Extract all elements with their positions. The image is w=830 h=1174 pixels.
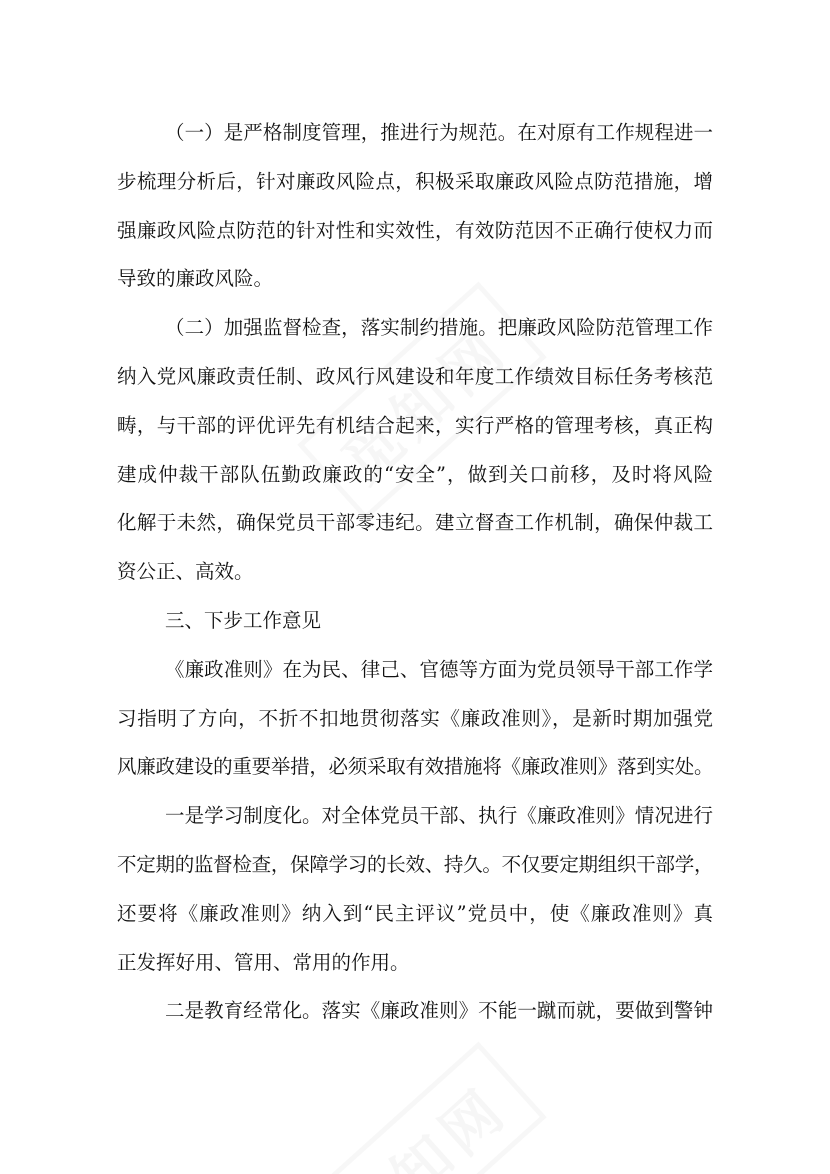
text-line: 步梳理分析后，针对廉政风险点，积极采取廉政风险点防范措施，增 <box>117 169 713 193</box>
text-line: 导致的廉政风险。 <box>117 267 274 291</box>
paragraph-supervision <box>117 304 713 597</box>
text-line: 强廉政风险点防范的针对性和实效性，有效防范因不正确行使权力而 <box>117 218 713 242</box>
paragraph-study-system <box>117 792 713 987</box>
text-line: 畴，与干部的评优评先有机结合起来，实行严格的管理考核，真正构 <box>117 413 713 437</box>
text-line: 习指明了方向，不折不扣地贯彻落实《廉政准则》，是新时期加强党 <box>117 706 713 730</box>
section-heading <box>117 597 713 646</box>
text-line: 二是教育经常化。落实《廉政准则》不能一蹴而就，要做到警钟 <box>165 999 713 1023</box>
text-line: 建成仲裁干部队伍勤政廉政的“安全”，做到关口前移，及时将风险 <box>117 462 713 486</box>
text-line: （二）加强监督检查，落实制约措施。把廉政风险防范管理工作 <box>165 316 713 340</box>
text-line: 《廉政准则》在为民、律己、官德等方面为党员领导干部工作学 <box>165 657 713 681</box>
text-line: 资公正、高效。 <box>117 560 254 584</box>
text-line: 不定期的监督检查，保障学习的长效、持久。不仅要定期组织干部学， <box>117 852 713 876</box>
text-line: 还要将《廉政准则》纳入到“民主评议”党员中，使《廉政准则》真 <box>117 901 713 925</box>
text-line: 一是学习制度化。对全体党员干部、执行《廉政准则》情况进行 <box>165 804 713 828</box>
watermark <box>297 1041 547 1174</box>
section-heading-text: 三、下步工作意见 <box>165 608 322 632</box>
document-body <box>117 109 713 1036</box>
text-line: 化解于未然，确保党员干部零违纪。建立督查工作机制，确保仲裁工 <box>117 511 713 535</box>
paragraph-education <box>117 987 713 1036</box>
text-line: 风廉政建设的重要举措，必须采取有效措施将《廉政准则》落到实处。 <box>117 755 713 779</box>
text-line: 纳入党风廉政责任制、政风行风建设和年度工作绩效目标任务考核范 <box>117 364 713 388</box>
text-line: 正发挥好用、管用、常用的作用。 <box>117 950 410 974</box>
paragraph-integrity-rules <box>117 646 713 792</box>
paragraph-strict-management <box>117 109 713 304</box>
text-line: （一）是严格制度管理，推进行为规范。在对原有工作规程进一 <box>165 121 713 144</box>
